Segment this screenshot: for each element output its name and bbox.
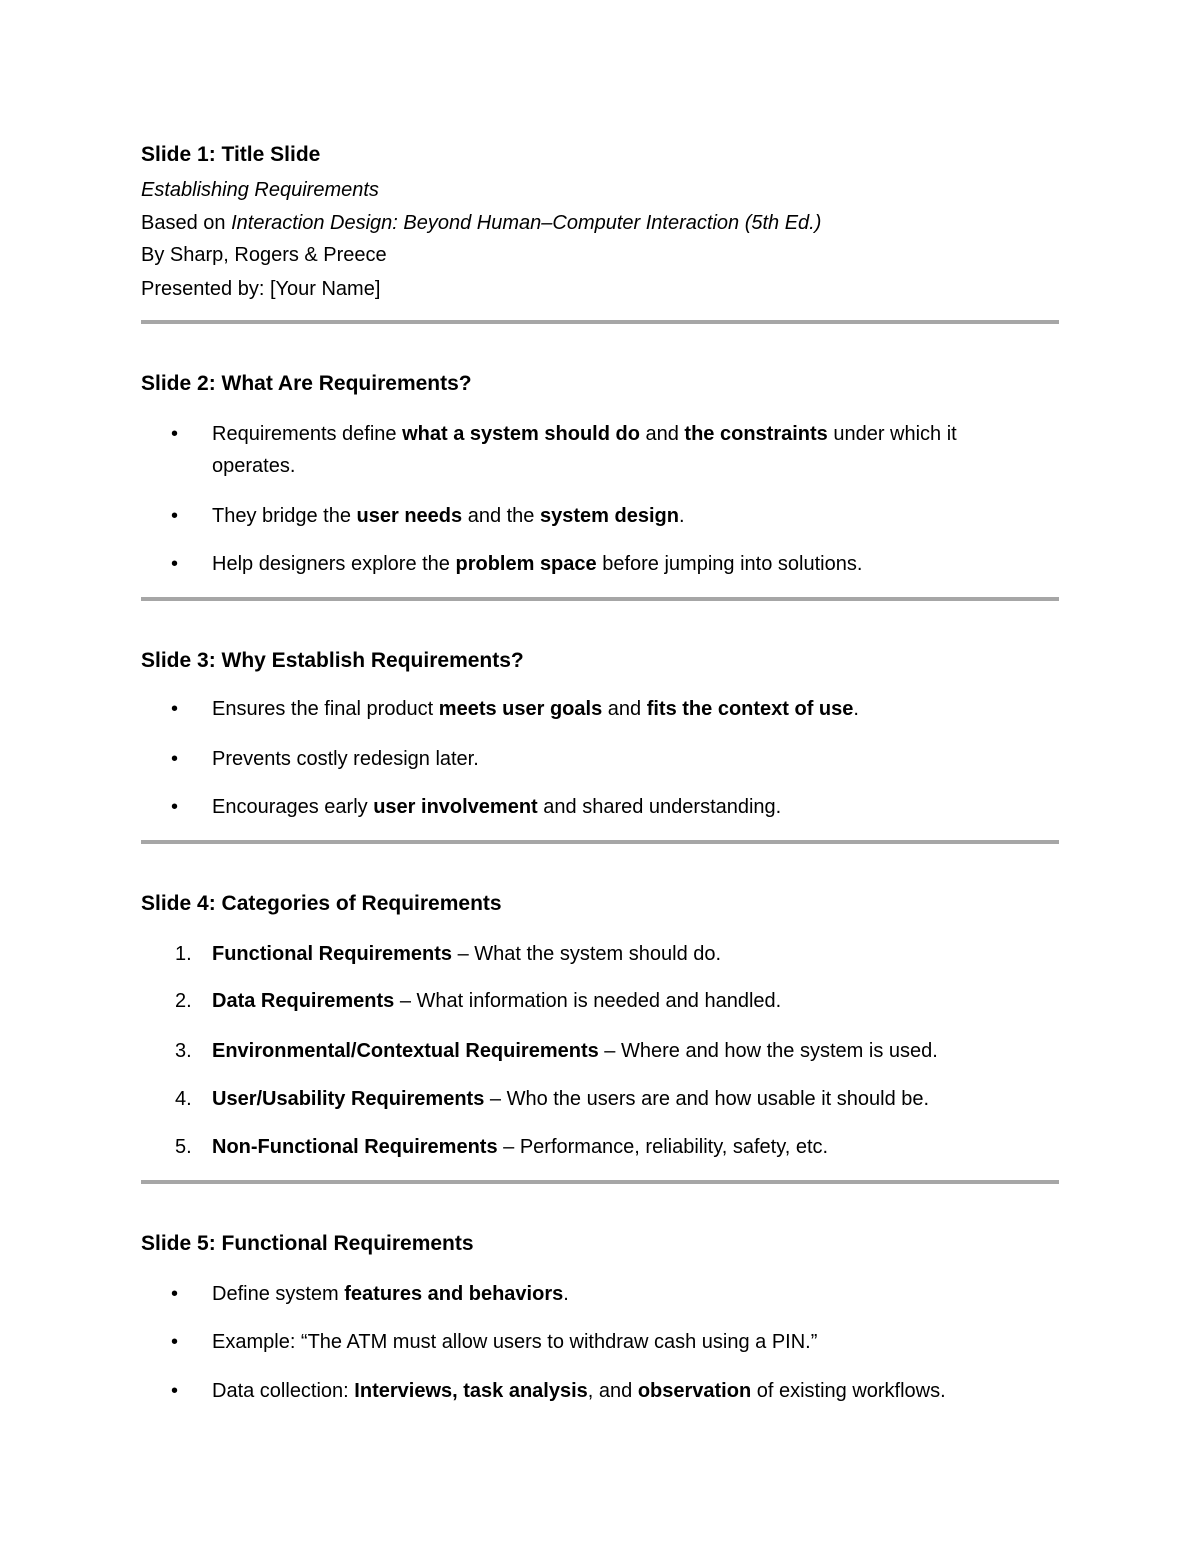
slide2-heading: Slide 2: What Are Requirements?: [141, 372, 472, 395]
list-item-text: They bridge the user needs and the system design.: [212, 505, 685, 527]
list-item-text: Requirements define what a system should do and the constraints under which it: [212, 423, 957, 445]
list-item-text: Help designers explore the problem space before jumping into solutions.: [212, 553, 863, 575]
slide1-presenter: Presented by: [Your Name]: [141, 278, 381, 300]
book-title: Interaction Design: Beyond Human–Computer Interaction (5th Ed.): [231, 212, 822, 234]
item-number: 1.: [175, 943, 192, 965]
list-item-text: operates.: [212, 455, 296, 477]
slide3-heading: Slide 3: Why Establish Requirements?: [141, 649, 524, 672]
bullet-marker: •: [171, 1380, 179, 1402]
bullet-marker: •: [171, 748, 179, 770]
item-number: 5.: [175, 1136, 192, 1158]
bullet-marker: •: [171, 1283, 179, 1305]
divider: [141, 597, 1059, 601]
slide1-based-on: [141, 210, 821, 236]
divider: [141, 1180, 1059, 1184]
list-item-text: Define system features and behaviors.: [212, 1283, 569, 1305]
list-item-text: Encourages early user involvement and shared understanding.: [212, 796, 782, 818]
item-number: 3.: [175, 1040, 192, 1062]
based-on-prefix: Based on: [141, 212, 232, 234]
slide1-authors: By Sharp, Rogers & Preece: [141, 244, 387, 266]
bullet-marker: •: [171, 553, 179, 575]
list-item-text: Functional Requirements – What the system should do.: [212, 943, 722, 965]
slide4-heading: Slide 4: Categories of Requirements: [141, 892, 502, 915]
list-item-text: Environmental/Contextual Requirements – Where and how the system is used.: [212, 1040, 938, 1062]
item-number: 2.: [175, 990, 192, 1012]
bullet-marker: •: [171, 1331, 179, 1353]
list-item-text: Ensures the final product meets user goals and fits the context of use.: [212, 698, 859, 720]
slide5-heading: Slide 5: Functional Requirements: [141, 1232, 474, 1255]
slide1-subtitle: Establishing Requirements: [141, 179, 379, 201]
item-number: 4.: [175, 1088, 192, 1110]
list-item-text: Data collection: Interviews, task analysis, and observation of existing workflows.: [212, 1380, 946, 1402]
divider: [141, 320, 1059, 324]
list-item-text: Example: “The ATM must allow users to withdraw cash using a PIN.”: [212, 1331, 818, 1353]
bullet-marker: •: [171, 796, 179, 818]
slide1-heading: Slide 1: Title Slide: [141, 143, 321, 166]
divider: [141, 840, 1059, 844]
bullet-marker: •: [171, 698, 179, 720]
bullet-marker: •: [171, 423, 179, 445]
list-item-text: Prevents costly redesign later.: [212, 748, 479, 770]
list-item-text: Data Requirements – What information is needed and handled.: [212, 990, 782, 1012]
bullet-marker: •: [171, 505, 179, 527]
list-item-text: Non-Functional Requirements – Performance, reliability, safety, etc.: [212, 1136, 829, 1158]
list-item-text: User/Usability Requirements – Who the users are and how usable it should be.: [212, 1088, 930, 1110]
